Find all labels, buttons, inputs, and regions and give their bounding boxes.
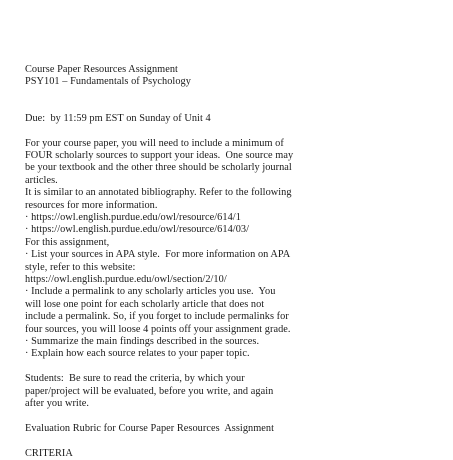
- body-line: be your textbook and the other three should be scholarly journal: [25, 162, 292, 174]
- body-line: · Summarize the main findings described in the sources.: [25, 335, 260, 347]
- body-line: It is similar to an annotated bibliography. Refer to the following: [25, 187, 292, 199]
- course-name: PSY101 – Fundamentals of Psychology: [25, 76, 191, 88]
- spacer: [25, 361, 445, 374]
- spacer: [25, 125, 445, 138]
- body-line: resources for more information.: [25, 199, 158, 211]
- body-line: https://owl.english.purdue.edu/owl/section/2/10/: [25, 273, 227, 285]
- spacer: [25, 435, 445, 448]
- spacer: [25, 410, 445, 423]
- rubric-heading: Evaluation Rubric for Course Paper Resources Assignment: [25, 422, 275, 434]
- body-line: style, refer to this website:: [25, 261, 136, 273]
- body-line: will lose one point for each scholarly article that does not: [25, 298, 265, 310]
- spacer: [25, 89, 445, 113]
- body-line: · https://owl.english.purdue.edu/owl/resource/614/1: [25, 212, 241, 224]
- body-line: FOUR scholarly sources to support your ideas. One source may: [25, 150, 294, 162]
- body-line: articles.: [25, 174, 58, 186]
- body-line: · Include a permalink to any scholarly articles you use. You: [25, 286, 276, 298]
- body-line: · List your sources in APA style. For more information on APA: [25, 249, 291, 261]
- body-line: include a permalink. So, if you forget to include permalinks for: [25, 311, 289, 323]
- body-line: For your course paper, you will need to include a minimum of: [25, 137, 284, 149]
- students-line: Students: Be sure to read the criteria, by which your: [25, 373, 245, 385]
- body-line: For this assignment,: [25, 236, 110, 248]
- students-line: after you write.: [25, 397, 89, 409]
- body-line: · https://owl.english.purdue.edu/owl/resource/614/03/: [25, 224, 249, 236]
- document-text: [25, 64, 445, 460]
- body-line: · Explain how each source relates to your paper topic.: [25, 348, 250, 360]
- criteria-heading: CRITERIA: [25, 447, 73, 459]
- instructions-body: [25, 138, 445, 361]
- students-line: paper/project will be evaluated, before you write, and again: [25, 385, 274, 397]
- document-title: Course Paper Resources Assignment: [25, 64, 178, 75]
- due-date: Due: by 11:59 pm EST on Sunday of Unit 4: [25, 112, 211, 124]
- body-line: four sources, you will loose 4 points off your assignment grade.: [25, 323, 291, 335]
- students-note: [25, 373, 445, 410]
